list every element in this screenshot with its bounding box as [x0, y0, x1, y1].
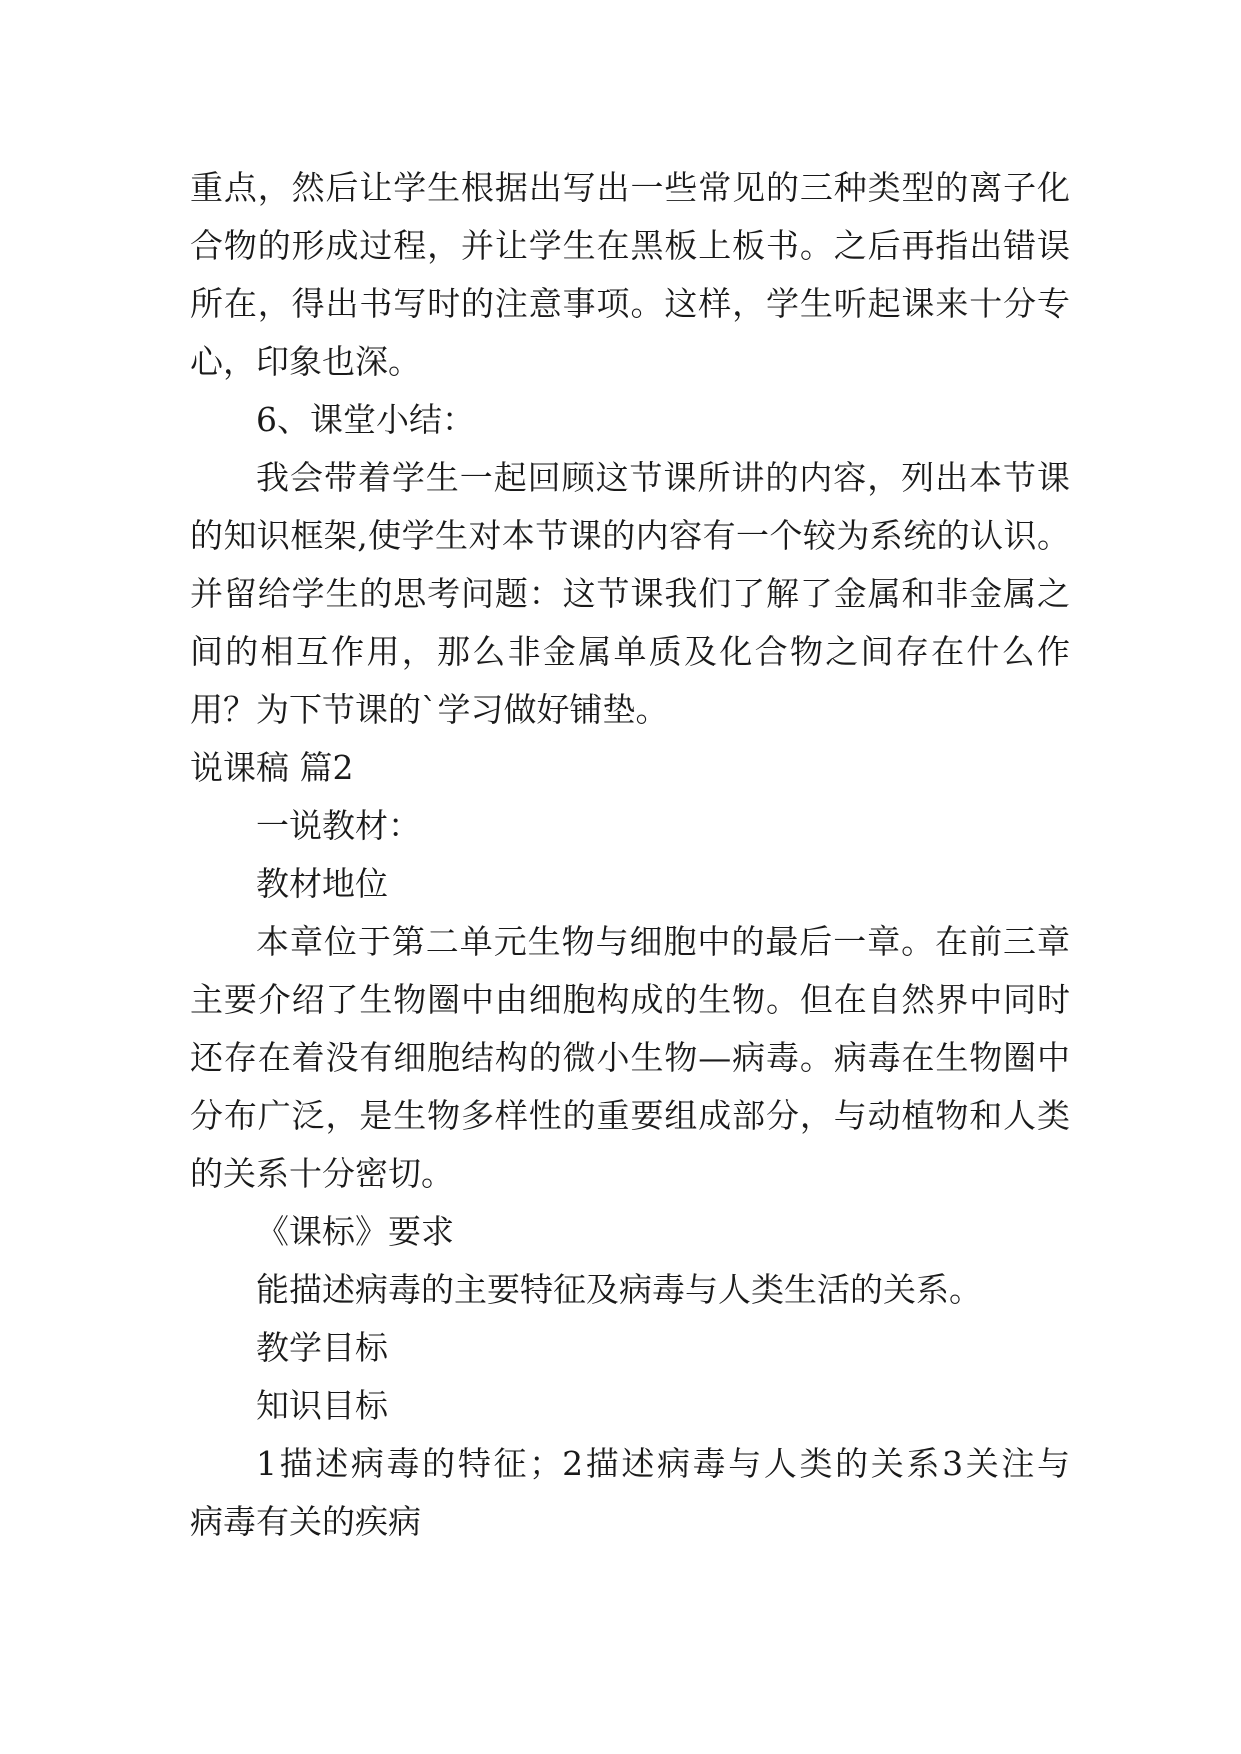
paragraph-line: 并留给学生的思考问题：这节课我们了解了金属和非金属之 — [190, 574, 1070, 613]
paragraph-line: 病毒有关的疾病 — [190, 1502, 421, 1541]
paragraph-line: 分布广泛，是生物多样性的重要组成部分，与动植物和人类 — [190, 1096, 1070, 1135]
paragraph-line: 能描述病毒的主要特征及病毒与人类生活的关系。 — [256, 1270, 982, 1309]
paragraph-line: 1描述病毒的特征；2描述病毒与人类的关系3关注与 — [256, 1444, 1070, 1483]
section-heading: 6、课堂小结： — [256, 400, 475, 439]
paragraph-line: 的关系十分密切。 — [190, 1154, 454, 1193]
subsection-heading: 知识目标 — [256, 1386, 388, 1425]
paragraph-line: 的知识框架,使学生对本节课的内容有一个较为系统的认识。 — [190, 516, 1070, 555]
paragraph-line: 所在，得出书写时的注意事项。这样，学生听起课来十分专 — [190, 284, 1070, 323]
paragraph-line: 本章位于第二单元生物与细胞中的最后一章。在前三章 — [256, 922, 1070, 961]
article-title: 说课稿 篇2 — [190, 748, 354, 787]
paragraph-line: 还存在着没有细胞结构的微小生物—病毒。病毒在生物圈中 — [190, 1038, 1070, 1077]
paragraph-line: 用？为下节课的`学习做好铺垫。 — [190, 690, 669, 729]
paragraph-line: 主要介绍了生物圈中由细胞构成的生物。但在自然界中同时 — [190, 980, 1070, 1019]
paragraph-line: 重点，然后让学生根据出写出一些常见的三种类型的离子化 — [190, 168, 1070, 207]
paragraph-line: 合物的形成过程，并让学生在黑板上板书。之后再指出错误 — [190, 226, 1070, 265]
paragraph-line: 我会带着学生一起回顾这节课所讲的内容，列出本节课 — [256, 458, 1070, 497]
subsection-heading: 《课标》要求 — [256, 1212, 454, 1251]
paragraph-line: 心，印象也深。 — [190, 342, 421, 381]
paragraph-line: 间的相互作用，那么非金属单质及化合物之间存在什么作 — [190, 632, 1070, 671]
section-heading: 一说教材： — [256, 806, 421, 845]
subsection-heading: 教学目标 — [256, 1328, 388, 1367]
subsection-heading: 教材地位 — [256, 864, 388, 903]
